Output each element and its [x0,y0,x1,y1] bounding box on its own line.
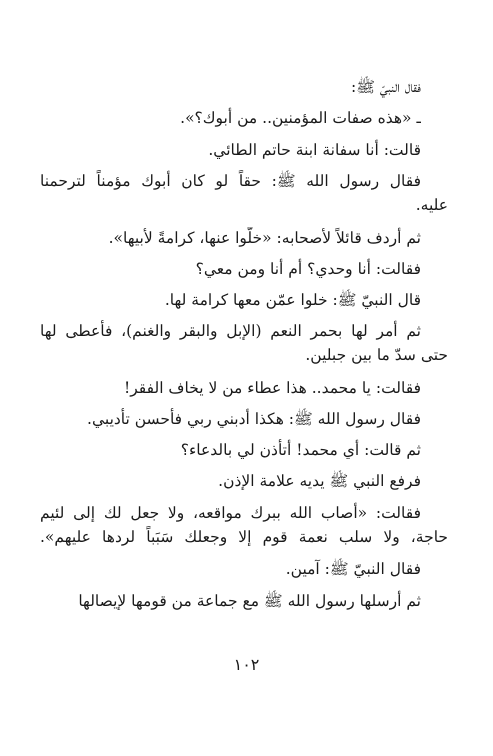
text-line: فقال رسول الله ﷺ: حقاً لو كان أبوك مؤمناً لترحمنا [40,172,421,190]
text-line: فقالت: «أصاب الله ببرك مواقعه، ولا جعل لك إلى لئيم [40,504,421,522]
text-line: ـ «هذه صفات المؤمنين.. من أبوك؟». [180,109,421,127]
text-line: ثم أردف قائلاً لأصحابه: «خلّوا عنها، كرامةً لأبيها». [108,229,421,247]
text-line: فقال النبيّ ﷺ: [350,78,421,96]
text-line: ثم أرسلها رسول الله ﷺ مع جماعة من قومها لإيصالها [78,592,421,610]
text-line: حاجة، ولا سلب نعمة قوم إلا وجعلك سَبَباً لردها عليهم». [40,528,448,546]
text-line: فقال النبيّ ﷺ: آمين. [285,560,421,578]
text-line: ثم قالت: أي محمد! أتأذن لي بالدعاء؟ [180,441,421,459]
text-line: عليه. [415,196,448,214]
text-line: فرفع النبي ﷺ يديه علامة الإذن. [218,472,421,490]
text-line: ثم أمر لها بحمر النعم (الإبل والبقر والغنم)، فأعطى لها [40,322,421,340]
text-line: فقال رسول الله ﷺ: هكذا أدبني ربي فأحسن تأديبي. [87,410,421,428]
text-line: قالت: أنا سفانة ابنة حاتم الطائي. [208,141,421,159]
text-line: قال النبيّ ﷺ: خلوا عمّن معها كرامة لها. [164,291,421,309]
page-number: ١٠٢ [233,655,260,674]
text-line: حتى سدّ ما بين جبلين. [305,346,448,364]
text-line: فقالت: يا محمد.. هذا عطاء من لا يخاف الفقر! [124,379,421,397]
text-line: فقالت: أنا وحدي؟ أم أنا ومن معي؟ [195,260,421,278]
